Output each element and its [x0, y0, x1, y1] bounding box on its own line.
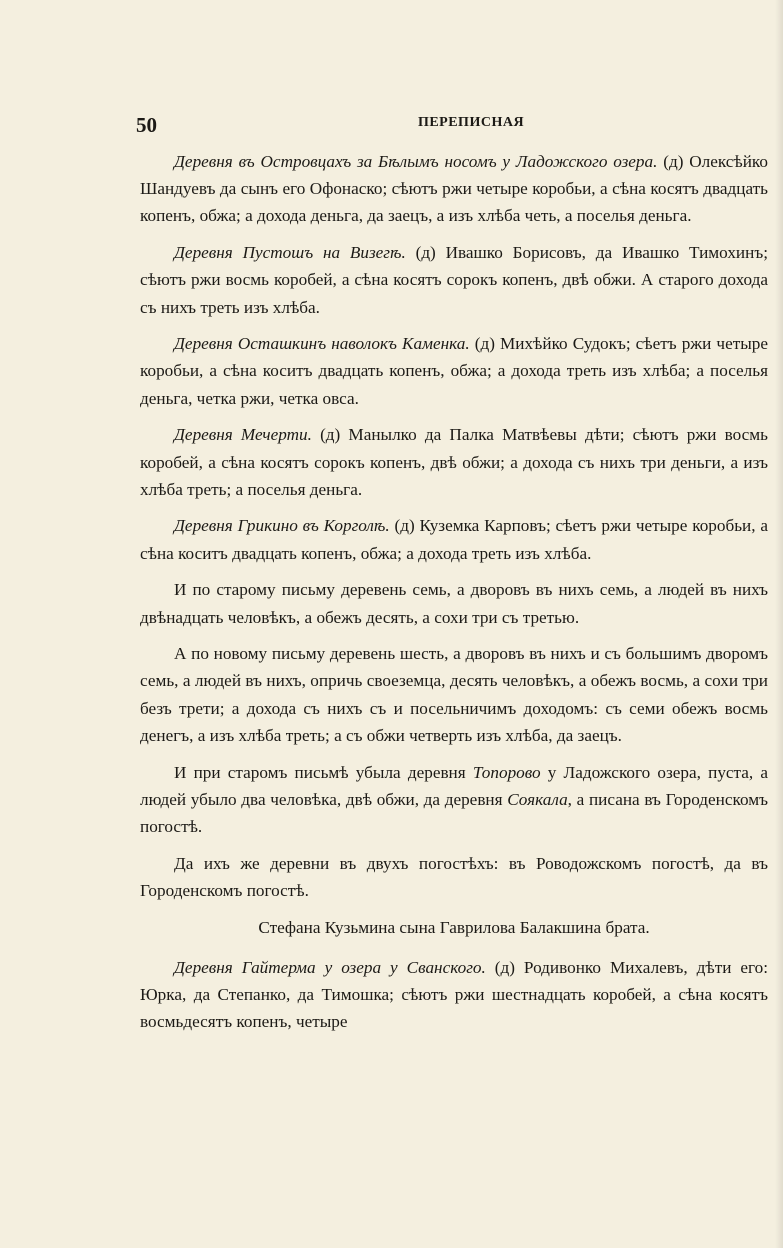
page-header: [136, 113, 766, 137]
running-head: ПЕРЕПИСНАЯ: [417, 115, 525, 130]
village-name: Соякала: [507, 789, 568, 809]
summary-paragraph: [140, 850, 768, 904]
paragraph-text: (д) Куземка Карповъ; сѣетъ ржи четыре коробьи, а сѣна коситъ двадцать копенъ, обжа; а дохода треть изъ хлѣба.: [140, 516, 769, 563]
section-heading: Стефана Кузьмина сына Гаврилова Балакшина брата.: [258, 917, 650, 937]
summary-paragraph: [140, 759, 768, 841]
paragraph-text: (д) Ивашко Борисовъ, да Ивашко Тимохинъ; сѣютъ ржи восмь коробей, а сѣна косятъ сорокъ копенъ, двѣ обжи. А старого дохода съ нихъ треть изъ хлѣба.: [140, 243, 768, 317]
paragraph-text: , а писана въ Городенскомъ погостѣ.: [140, 789, 768, 836]
paragraph-text: И по старому письму деревень семь, а дворовъ въ нихъ семь, а людей въ нихъ двѣнадцать человѣкъ, а обежъ десять, а сохи три съ третью.: [140, 580, 768, 627]
page-number: 50: [136, 113, 157, 137]
paragraph-text: (д) Родивонко Михалевъ, дѣти его: Юрка, да Степанко, да Тимошка; сѣютъ ржи шестнадцать коробей, а сѣна косятъ восмьдесятъ копенъ, четыре: [140, 957, 768, 1032]
village-name: Топорово: [472, 762, 541, 782]
summary-paragraph: [140, 640, 768, 749]
paragraph-text: у Ладожского озера, пуста, а людей убыло два человѣка, двѣ обжи, да деревня: [140, 762, 768, 809]
village-title: Деревня Осташкинъ наволокъ Каменка.: [174, 334, 470, 354]
summary-paragraph: [140, 576, 768, 630]
village-title: Деревня Гайтерма у озера у Сванского.: [174, 957, 486, 977]
paragraph: [140, 954, 768, 1036]
page-edge-shadow: [775, 0, 783, 1248]
paragraph: [140, 148, 768, 230]
paragraph-text: (д) Манылко да Палка Матвѣевы дѣти; сѣютъ ржи восмь коробей, а сѣна косятъ сорокъ копенъ, двѣ обжи; а дохода съ нихъ три деньги, а изъ хлѣба треть; а поселья деньга.: [140, 425, 768, 499]
page-body: [140, 148, 768, 1045]
paragraph: [140, 330, 768, 412]
paragraph: [140, 239, 768, 321]
paragraph-text: А по новому письму деревень шесть, а дворовъ въ нихъ и съ большимъ дворомъ семь, а людей въ нихъ, опричь своеземца, десять человѣкъ, а обежъ восмь, а сохи три безъ трети; а дохода съ нихъ съ и посельничимъ доходомъ: съ семи обежъ восмь денегъ, а изъ хлѣба треть; а съ обжи четверть изъ хлѣба, да заецъ.: [140, 644, 768, 745]
village-title: Деревня Мечерти.: [174, 425, 312, 445]
paragraph-text: И при старомъ письмѣ убыла деревня: [174, 762, 473, 782]
paragraph: [140, 512, 768, 566]
village-title: Деревня Пустошъ на Визегѣ.: [174, 243, 406, 263]
paragraph-text: (д) Михѣйко Судокъ; сѣетъ ржи четыре коробьи, а сѣна коситъ двадцать копенъ, обжа; а дохода треть изъ хлѣба; а поселья деньга, четка ржи, четка овса.: [140, 334, 768, 408]
village-title: Деревня въ Островцахъ за Бѣлымъ носомъ у Ладожского озера.: [174, 152, 658, 171]
village-title: Деревня Грикино въ Корголѣ.: [174, 516, 390, 536]
paragraph-text: Да ихъ же деревни въ двухъ погостѣхъ: въ Роводожскомъ погостѣ, да въ Городенскомъ погостѣ.: [140, 853, 768, 900]
paragraph: [140, 421, 768, 503]
paragraph-text: (д) Олексѣйко Шандуевъ да сынъ его Офонаско; сѣютъ ржи четыре коробьи, а сѣна косятъ двадцать копенъ, обжа; а дохода деньга, да заецъ, а изъ хлѣба четь, а поселья деньга.: [140, 152, 768, 226]
